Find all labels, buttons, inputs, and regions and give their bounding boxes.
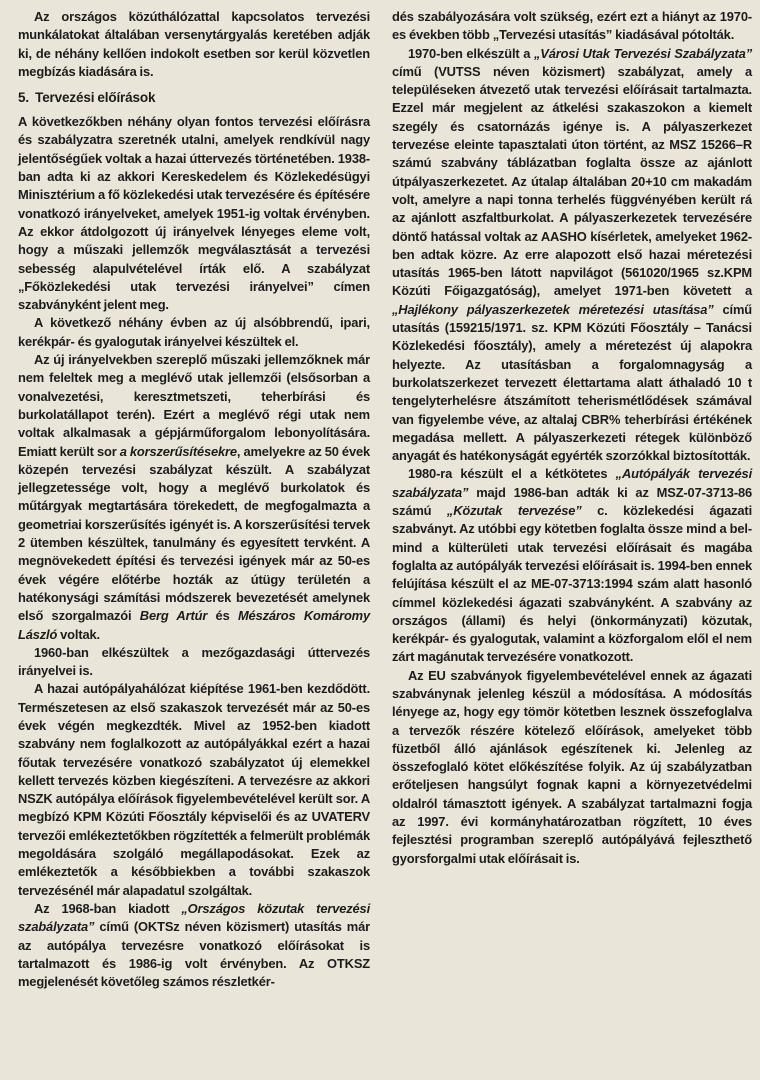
emphasis: „Autópályák tervezési szabályzata” [392,466,752,500]
paragraph: dés szabályozására volt szükség, ezért ezt a hiányt az 1970-es években több „Tervezési utasítás” kiadásával pótolták. [392,9,752,43]
text-run: Az 1968-ban kiadott [34,900,182,916]
paragraph: 1960-ban elkészültek a mezőgazdasági úttervezés irányelvei is. [18,644,370,679]
text-run: c. közlekedési ágazati szabványt. Az utóbbi egy kötetben foglalta össze mind a bel- mind a külterületi utak tervezési előírásait és magába foglalta az autópályák tervezési előírásait is. 1994-ben ennek felújítása készült el az ME-07-3713:1994 szám alatt hasonló címmel közlekedési ágazati szabványként. A szabvány az országos (állami) és helyi (önkormányzati) közutak, kerékpár- és gyalogutak, valamint a közforgalom elől el nem zárt magánutak tervezésére vonatkozott. [392,503,752,665]
text-run: című (VUTSS néven közismert) szabályzat, amely a településeken átvezető utak tervezési előírásait tartalmazta. Ezzel már megjelent az átkelési szakaszokon a kiemelt szegély és csatornázás igénye is. A pályaszerkezet tervezése eleinte tapasztalati úton történt, az MSZ 15266–R számú szabvány táblázatban foglalta össze az ajánlott útpályaszerkezetet. Az útalap általában 20+10 cm makadám volt, amelyre a napi tonna terhelés függvényében került rá az ajánlott aszfaltburkolat. A pályaszerkezetek tervezésére döntő hatással voltak az AASHO kísérletek, amelyeket 1962-ben adtak közre. Az erre alapozott első hazai méretezési utasítás 1965-ben látott napvilágot (561020/1965 sz.KPM Közúti Főigazgatóság), amelyet 1971-ben követett a [392,63,752,299]
paragraph: A következő néhány évben az új alsóbbrendű, ipari, kerékpár- és gyalogutak irányelvei készültek el. [18,315,370,349]
text-run: 1970-ben elkészült a [408,45,534,61]
text-run: Az új irányelvekben szereplő műszaki jellemzőknek már nem feleltek meg a meglévő utak jellemzői (elsősorban a vonalvezetési, keresztmetszeti, teherbírási és burkolatállapot terén). Ezért a meglévő régi utak nem voltak alkalmasak a gépjárműforgalom lebonyolítására. Emiatt került sor [18,352,370,459]
emphasis: „Országos közutak tervezési szabályzata” [18,900,371,935]
left-column [18,8,370,991]
emphasis: „Városi Utak Tervezési Szabályzata” [534,45,752,61]
paragraph [18,900,370,991]
text-run: majd 1986-ban adták ki az MSZ-07-3713-86 számú [392,484,752,519]
emphasis: „Hajlékony pályaszerkezetek méretezési utasítása” [392,301,714,317]
paragraph: A következőkben néhány olyan fontos tervezési előírásra és szabályzatra szeretnék utalni, amelyek rendkívül nagy jelentőségűek voltak a hazai úttervezés történetében. 1938-ban adta ki az akkori Kereskedelem és Közlekedésügyi Minisztérium a fő közlekedési utak tervezésére és építésére vonatkozó irányelveket, amelyek 1951-ig voltak érvényben. Az ekkor átdolgozott új irányelvek lényeges eleme volt, hogy a műszaki jellemzők megválasztását a tervezési sebesség alapulvételével írták elő. A szabályzat „Főközlekedési utak tervezési irányelvei” címen szabványként jelent meg. [18,114,370,313]
section-number: 5. [18,90,29,106]
section-heading [18,89,370,107]
paragraph: A hazai autópályahálózat kiépítése 1961-ben kezdődött. Természetesen az első szakaszok tervezését már az 50-es évek végén megkezdték. Mivel az 1952-ben kiadott szabvány nem foglalkozott az autópályákkal ezért a hazai főutak tervezésére vonatkozó szabályzatot új elemekkel kellett tervezés közben kiegészíteni. A tervezésre az akkori NSZK autópálya előírások figyelembevételével került sor. A megbízó KPM Közúti Főosztály képviselői és az UVATERV tervezői emlékeztetőkben rögzítették a felmerült problémák megoldására szolgáló megállapodásokat. Ezek az emlékeztetők a későbbiekben a további szakaszok tervezésénél már alapadatul szolgáltak. [18,681,370,898]
emphasis: Berg Artúr [139,608,208,624]
emphasis: „Közutak tervezése” [446,503,582,519]
text-run: voltak. [57,626,100,642]
text-run: és [207,608,238,624]
emphasis: Mészáros Komáromy László [18,608,371,642]
text-run: című (OKTSz néven közismert) utasítás már az autópálya tervezésre vonatkozó előírásokat is tartalmazott és 1986-ig volt érvényben. Az OTKSZ megjelenését követőleg számos részletkér- [18,919,370,990]
text-run: 1980-ra készült el a kétkötetes [408,466,616,482]
paragraph: Az országos közúthálózattal kapcsolatos tervezési munkálatokat általában versenytárgyalás keretében adják ki, de néhány kellően indokolt esetben sor kerül közvetlen megbízás kiadására is. [18,9,370,79]
section-title: Tervezési előírások [35,90,156,106]
paragraph [392,45,752,466]
paragraph: Az EU szabványok figyelembevételével ennek az ágazati szabványnak jelenleg készül a módosítása. A módosítás lényege az, hogy egy tömör kötetben lesznek összefoglalva a tervezők részére kötelező előírások, amelyeket több füzetből álló ajánlások egészítenek ki. Jelenleg az összefoglaló kötet előkészítése folyik. Az új szabályzatban erőteljesen hangsúlyt fognak kapni a környezetvédelmi oldalról támasztott igények. A szabályzat tartalmazni fogja az 1997. évi kormányhatározatban rögzített, 10 éves fejlesztési programban szereplő autópályává fejleszthető gyorsforgalmi utak előírásait is. [392,667,752,866]
right-column [392,8,752,868]
text-run: című utasítás (159215/1971. sz. KPM Közúti Főosztály – Tanácsi Közlekedési főosztály), amely a méretezést új alapokra helyezte. Az utasításban a forgalomnagyság a burkolatszerkezet tervezett élettartama alatt áthaladó 10 t tengelyterhelésre átszámított teherismétlődések számával van figyelembe véve, az altalaj CBR% teherbírási értékének megadása mellett. A pályaszerkezeti rétegek különböző anyagát és hatékonyságát egyérték szorzókkal biztosították. [392,301,753,464]
paragraph [392,465,752,666]
emphasis: a korszerűsítésekre [119,443,237,459]
paragraph [18,351,370,644]
text-run: , amelyekre az 50 évek közepén tervezési szabályzat készült. A szabályzat jellegzetessége volt, hogy a meglévő burkolatok és műtárgyak megtartására törekedett, de megfogalmazta a geometriai korszerűsítés igényét is. A korszerűsítési tervek 2 ütemben készültek, tanulmány és egyesített tervként. A megnövekedett építési és tervezési igények már az 50-es évek végére előtérbe hozták az útügy területén a hatékonysági számítási módszerek bevezetését amelynek első szorgalmazói [18,443,370,624]
